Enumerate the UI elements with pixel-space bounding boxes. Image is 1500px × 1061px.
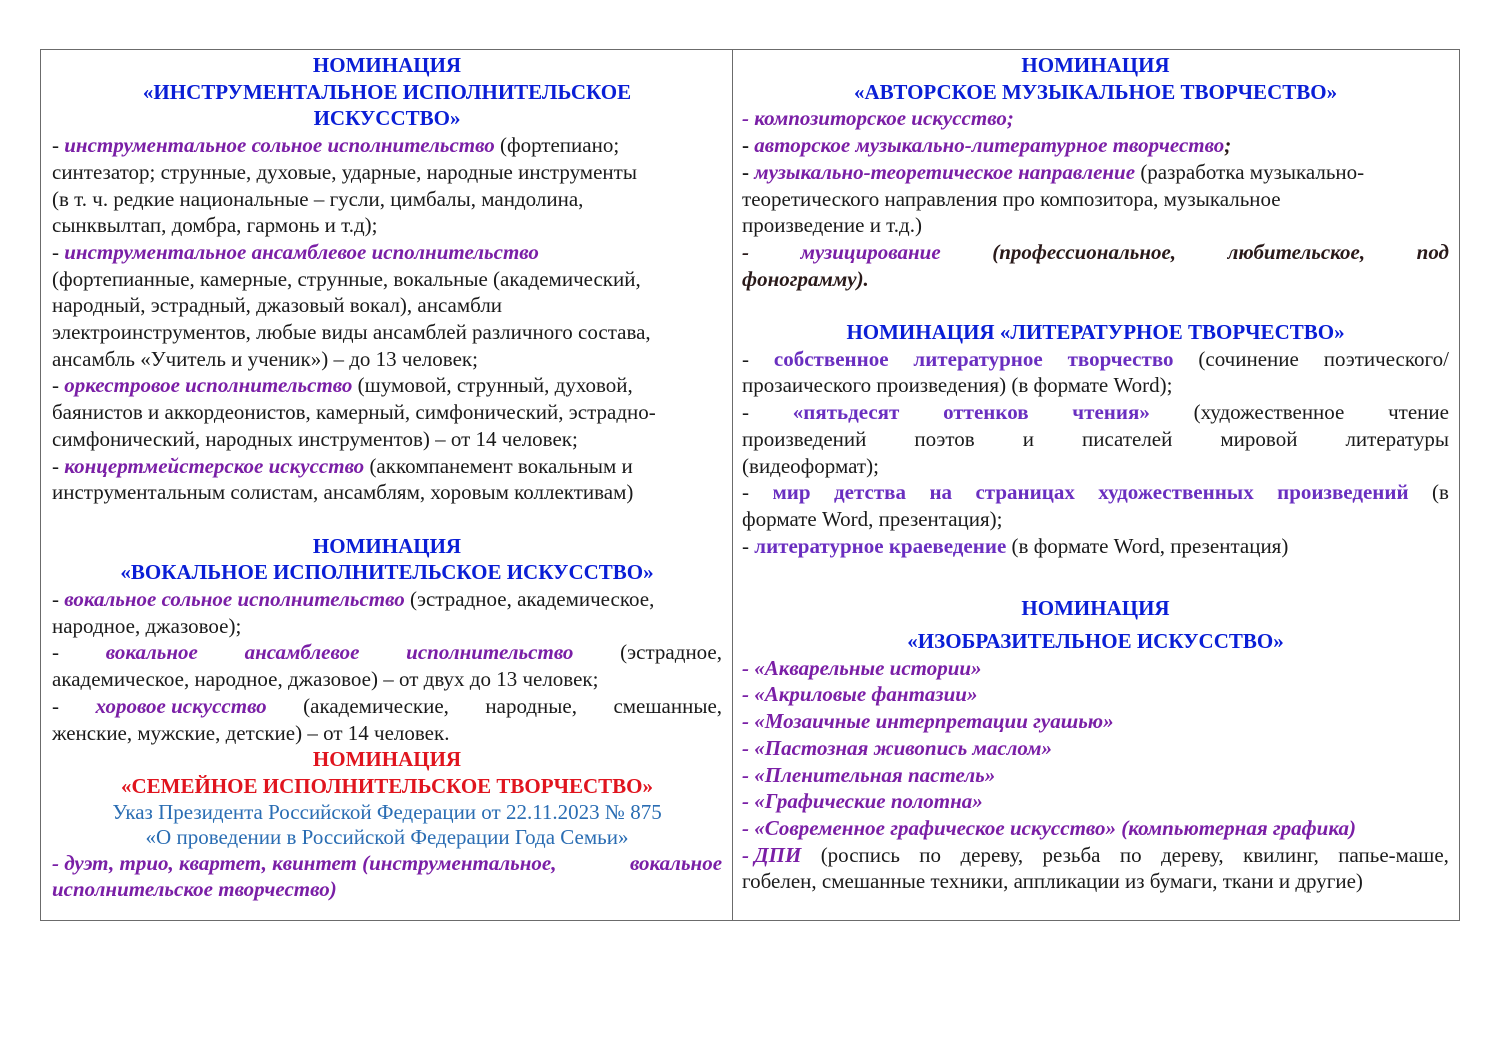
text-line: синтезатор; струнные, духовые, ударные, народные инструменты xyxy=(52,159,637,184)
spacer xyxy=(742,292,1449,319)
list-item: - литературное краеведение (в формате Word, презентация) xyxy=(742,533,1289,558)
author-section xyxy=(742,52,1449,292)
nominations-table xyxy=(40,49,1460,921)
text-line: (видеоформат); xyxy=(742,453,879,478)
list-item: - «Графические полотна» xyxy=(742,789,983,814)
decree-line: «О проведении в Российской Федерации Года Семьи» xyxy=(145,824,629,849)
list-item: - «Современное графическое искусство» (компьютерная графика) xyxy=(742,815,1356,840)
list-item: - хоровое искусство (академические, народные, смешанные, xyxy=(52,693,723,718)
text-line: женские, мужские, детские) – от 14 человек. xyxy=(52,720,450,745)
list-item: - инструментальное ансамблевое исполнительство xyxy=(52,239,539,264)
spacer xyxy=(52,506,722,533)
art-section xyxy=(742,595,1449,895)
text-line: ансамбль «Учитель и ученик») – до 13 человек; xyxy=(52,346,478,371)
text-line: (фортепианные, камерные, струнные, вокальные (академический, xyxy=(52,266,641,291)
list-item: - «Акриловые фантазии» xyxy=(742,682,978,707)
text-line: академическое, народное, джазовое) – от двух до 13 человек; xyxy=(52,667,599,692)
section-title: «АВТОРСКОЕ МУЗЫКАЛЬНОЕ ТВОРЧЕСТВО» xyxy=(853,79,1338,104)
list-item: - «Пленительная пастель» xyxy=(742,762,996,787)
section-title: НОМИНАЦИЯ xyxy=(1021,53,1170,77)
section-title: ИСКУССТВО» xyxy=(313,106,461,131)
literature-section xyxy=(742,319,1449,559)
text-line: сынквылтап, домбра, гармонь и т.д); xyxy=(52,213,378,238)
list-item: - дуэт, трио, квартет, квинтет (инструментальное, вокальное xyxy=(52,850,723,875)
list-item: - «пятьдесят оттенков чтения» (художественное чтение xyxy=(742,400,1449,425)
text-line: (в т. ч. редкие национальные – гусли, цимбалы, мандолина, xyxy=(52,186,584,211)
list-item: - вокальное сольное исполнительство (эстрадное, академическое, xyxy=(52,587,655,612)
list-item: - музыкально-теоретическое направление (разработка музыкально- xyxy=(742,159,1365,184)
spacer xyxy=(742,559,1449,595)
text-line: произведение и т.д.) xyxy=(742,213,922,238)
section-title: НОМИНАЦИЯ xyxy=(312,53,462,77)
section-title: НОМИНАЦИЯ xyxy=(312,533,462,558)
text-line: народное, джазовое); xyxy=(52,613,242,638)
text-line: теоретического направления про композитора, музыкальное xyxy=(742,186,1281,211)
section-title: НОМИНАЦИЯ xyxy=(1021,596,1170,621)
right-column xyxy=(733,50,1459,920)
list-item: - музицирование (профессиональное, любительское, под xyxy=(742,239,1449,264)
text-line: произведений поэтов и писателей мировой литературы xyxy=(742,426,1449,451)
text-line: симфонический, народных инструментов) – от 14 человек; xyxy=(52,426,578,451)
list-item: - собственное литературное творчество (сочинение поэтического/ xyxy=(742,346,1449,371)
list-item: - «Пастозная живопись маслом» xyxy=(742,735,1053,760)
text-line: гобелен, смешанные техники, аппликации из бумаги, ткани и другие) xyxy=(742,869,1363,894)
text-line: народный, эстрадный, джазовый вокал), ансамбли xyxy=(52,293,503,318)
section-title: НОМИНАЦИЯ «ЛИТЕРАТУРНОЕ ТВОРЧЕСТВО» xyxy=(846,320,1345,345)
section-title: «ВОКАЛЬНОЕ ИСПОЛНИТЕЛЬСКОЕ ИСКУССТВО» xyxy=(120,560,654,585)
instrumental-section xyxy=(52,52,722,506)
text-line: инструментальным солистам, ансамблям, хоровым коллективам) xyxy=(52,480,634,505)
text-line: фонограмму). xyxy=(742,266,869,291)
list-item: - авторское музыкально-литературное творчество; xyxy=(742,133,1232,158)
text-line: электроинструментов, любые виды ансамблей различного состава, xyxy=(52,320,651,345)
list-item: - «Мозаичные интерпретации гуашью» xyxy=(742,709,1114,734)
section-title: «ИЗОБРАЗИТЕЛЬНОЕ ИСКУССТВО» xyxy=(907,629,1284,654)
list-item: - оркестровое исполнительство (шумовой, струнный, духовой, xyxy=(52,373,633,398)
decree-line: Указ Президента Российской Федерации от 22.11.2023 № 875 xyxy=(112,799,662,824)
text-line: прозаического произведения) (в формате Word); xyxy=(742,373,1173,398)
vocal-section xyxy=(52,533,722,747)
section-title: НОМИНАЦИЯ xyxy=(312,747,462,772)
family-section xyxy=(52,746,722,903)
list-item: - инструментальное сольное исполнительство (фортепиано; xyxy=(52,133,620,158)
text-line: формате Word, презентация); xyxy=(742,506,1003,531)
list-item: - концертмейстерское искусство (аккомпанемент вокальным и xyxy=(52,453,633,478)
section-title: «СЕМЕЙНОЕ ИСПОЛНИТЕЛЬСКОЕ ТВОРЧЕСТВО» xyxy=(121,773,654,798)
list-item: - «Акварельные истории» xyxy=(742,655,982,680)
list-item: - вокальное ансамблевое исполнительство (эстрадное, xyxy=(52,640,723,665)
list-item: - ДПИ (роспись по дереву, резьба по дереву, квилинг, папье-маше, xyxy=(742,842,1449,867)
list-item: - композиторское искусство; xyxy=(742,106,1014,131)
list-item: - мир детства на страницах художественных произведений (в xyxy=(742,480,1449,505)
text-line: исполнительское творчество) xyxy=(52,877,337,902)
left-column xyxy=(41,50,733,920)
text-line: баянистов и аккордеонистов, камерный, симфонический, эстрадно- xyxy=(52,400,656,425)
section-title: «ИНСТРУМЕНТАЛЬНОЕ ИСПОЛНИТЕЛЬСКОЕ xyxy=(142,79,632,104)
